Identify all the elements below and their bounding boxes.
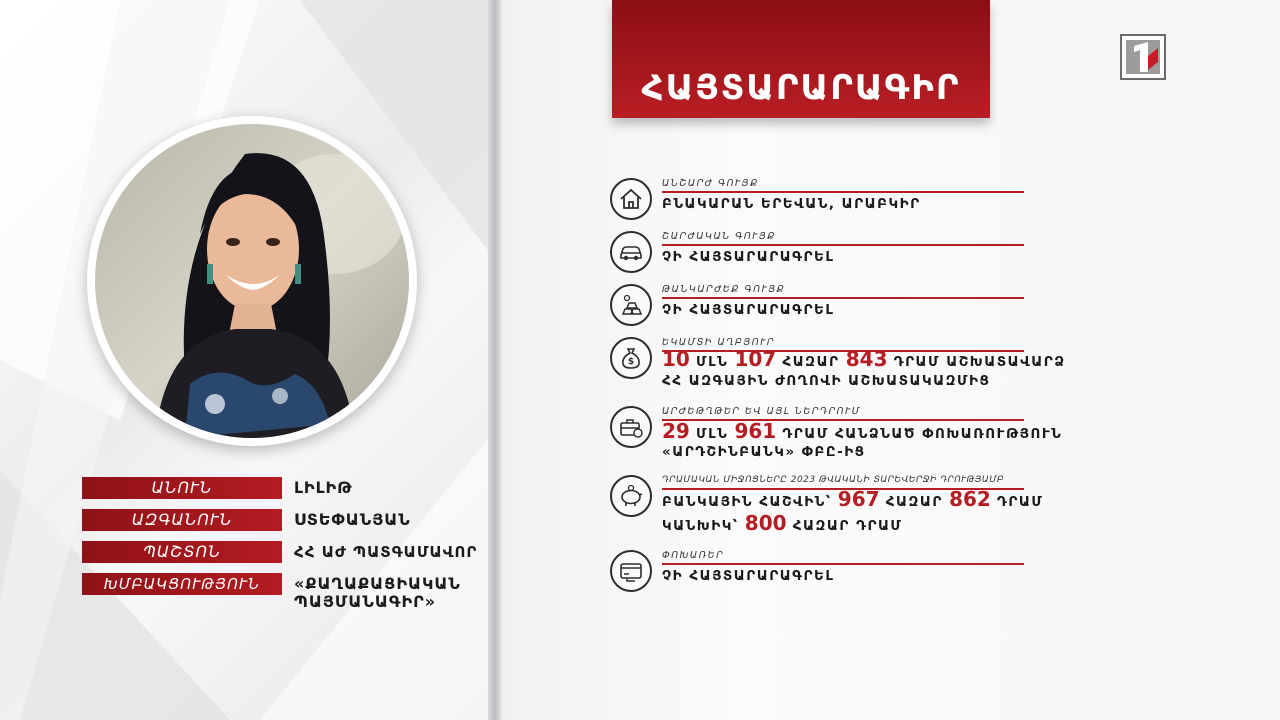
svg-text:$: $ [627,357,635,367]
surname-value: ՍՏԵՓԱՆՅԱՆ [294,510,411,529]
income-source-line: ՀՀ ԱԶԳԱՅԻՆ ԺՈՂՈՎԻ ԱՇԽԱՏԱԿԱԶՄԻՑ [662,373,991,389]
unit-text: ԴՐԱՄ ՀԱՆՁՆԱԾ ՓՈԽԱՌՈՒԹՅՈՒՆ [776,426,1063,442]
item-value: ԲՆԱԿԱՐԱՆ ԵՐԵՎԱՆ, ԱՐԱԲԿԻՐ [662,196,921,212]
faction-value: «ՔԱՂԱՔԱՑԻԱԿԱՆ [294,574,461,593]
loan-amount-line [662,419,1063,443]
income-amount-line [662,347,1066,371]
label-text: ԲԱՆԿԱՅԻՆ ՀԱՇՎԻՆ՝ [662,494,838,510]
unit-text: ՀԱԶԱՐ ԴՐԱՄ [786,518,903,534]
surname-label: ԱԶԳԱՆՈՒՆ [82,509,282,531]
category-label: ԱՐԺԵԹՂԹԵՐ ԵՎ ԱՅԼ ՆԵՐԴՐՈՒՄ [662,406,861,417]
amount-thousands: 800 [744,511,787,535]
title-banner [612,0,990,118]
piggy-bank-icon [610,475,652,517]
amount-thousands: 961 [734,419,777,443]
label-text: ԿԱՆԽԻԿ՝ [662,518,745,534]
amount-thousands: 967 [837,487,880,511]
amount-units: 862 [949,487,991,511]
divider [662,419,1024,421]
item-value: ՉԻ ՀԱՅՏԱՐԱՐԱԳՐԵԼ [662,568,835,584]
page-title: ՀԱՅՏԱՐԱՐԱԳԻՐ [641,68,961,108]
category-label: ԹԱՆԿԱՐԺԵՔ ԳՈՒՅՔ [662,284,786,295]
card-icon [610,550,652,592]
amount-units: 843 [845,347,888,371]
unit-text: ՄԼՆ [689,354,735,370]
category-label: ՇԱՐԺԱԿԱՆ ԳՈՒՅՔ [662,231,776,242]
unit-text: ԴՐԱՄ [990,494,1044,510]
channel-logo-icon [1120,34,1166,80]
person-faction-row [82,573,502,611]
cash-line [662,511,903,535]
item-value: ՉԻ ՀԱՅՏԱՐԱՐԱԳՐԵԼ [662,249,835,265]
position-label: ՊԱՇՏՈՆ [82,541,282,563]
person-name-row [82,477,502,499]
divider [662,244,1024,246]
gold-bars-icon [610,284,652,326]
unit-text: ՄԼՆ [689,426,735,442]
unit-text: ՀԱԶԱՐ [879,494,950,510]
car-icon [610,231,652,273]
faction-label: ԽՄԲԱԿՑՈՒԹՅՈՒՆ [82,573,282,595]
name-value: ԼԻԼԻԹ [294,478,353,497]
faction-value-line2: ՊԱՅՄԱՆԱԳԻՐ» [294,592,437,611]
unit-text: ՀԱԶԱՐ [776,354,846,370]
bank-account-line [662,487,1044,511]
position-value: ՀՀ ԱԺ ՊԱՏԳԱՄԱՎՈՐ [294,543,478,561]
page-gutter [488,0,502,720]
briefcase-icon [610,406,652,448]
amount-millions: 29 [662,419,690,443]
person-surname-row [82,509,502,531]
loan-source-line: «ԱՐԴՇԻՆԲԱՆԿ» ՓԲԸ-ԻՑ [662,444,866,460]
category-label: ԴՐԱՄԱԿԱՆ ՄԻՋՈՑՆԵՐԸ 2023 ԹՎԱԿԱՆԻ ՏԱՐԵՎԵՐՋԻ ԴՐՈՒԹՅԱՄԲ [662,475,1005,485]
divider [662,191,1024,193]
house-icon [610,178,652,220]
item-value: ՉԻ ՀԱՅՏԱՐԱՐԱԳՐԵԼ [662,302,835,318]
category-label: ՓՈԽԱՌԵՐ [662,550,725,561]
category-label: ԵԿԱՄՏԻ ԱՂԲՅՈՒՐ [662,337,775,348]
amount-thousands: 107 [734,347,777,371]
portrait-photo [87,116,417,446]
name-label: ԱՆՈՒՆ [82,477,282,499]
amount-millions: 10 [662,347,690,371]
divider [662,297,1024,299]
person-position-row [82,541,502,563]
unit-text: ԴՐԱՄ ԱՇԽԱՏԱՎԱՐՁ [887,354,1066,370]
category-label: ԱՆՇԱՐԺ ԳՈՒՅՔ [662,178,759,189]
money-bag-icon [610,337,652,379]
divider [662,563,1024,565]
